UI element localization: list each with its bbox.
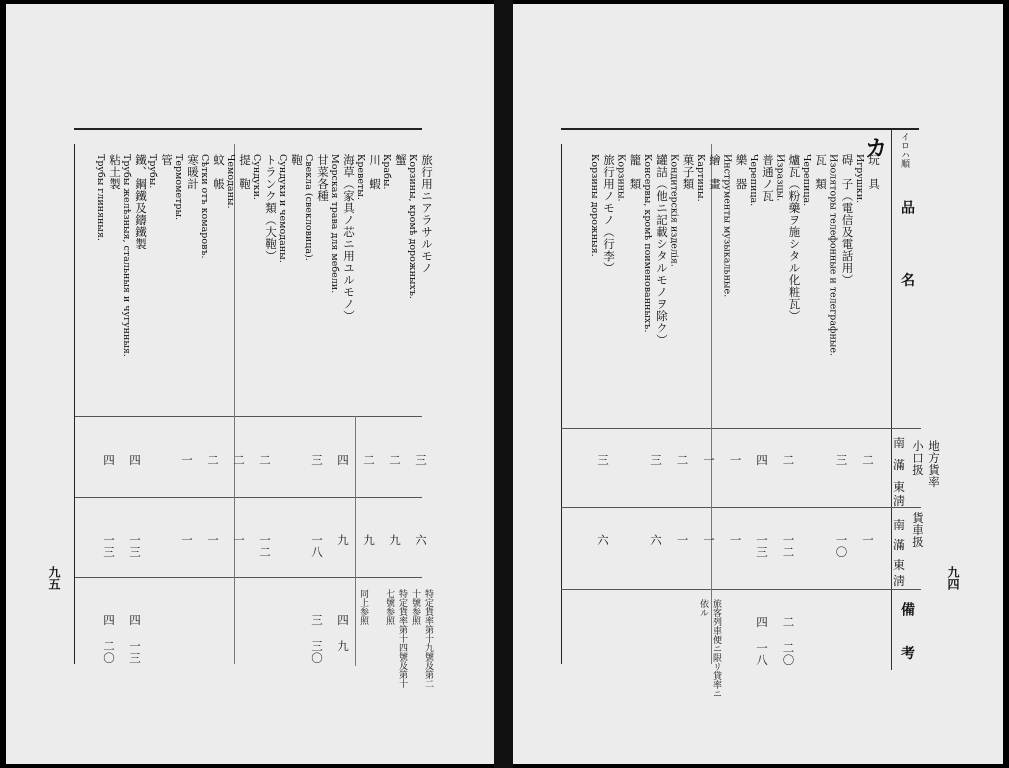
rate-cell: 九: [388, 534, 402, 546]
row-item-name: 鞄: [290, 154, 304, 166]
rate-cell: 二: [232, 454, 246, 466]
rate-cell: 一: [728, 454, 743, 466]
header-qing-1: 淸: [893, 494, 906, 508]
rate-cell: 六: [414, 534, 428, 546]
row-item-name: 樂 器: [734, 154, 749, 190]
rate-cell: 四: [102, 614, 116, 626]
row-item-name: 玩 具: [867, 154, 881, 190]
rate-cell: 一: [702, 534, 716, 546]
header-car-lot: 貨車扱: [911, 512, 925, 548]
row-item-name: 菓子類: [681, 154, 696, 190]
rate-cell: 一: [702, 454, 716, 466]
rate-cell: 一: [728, 534, 743, 546]
rate-cell: 四: [755, 616, 769, 628]
row-item-name: 甘菜各種: [316, 154, 330, 202]
rate-cell: 三: [310, 454, 324, 466]
rate-cell: 二: [206, 454, 220, 466]
top-rule: [74, 128, 422, 130]
row-item-russian: Инструменты музыкальные.: [721, 154, 733, 298]
header-rates: 地方貨率: [927, 440, 941, 488]
row-item-russian: Консервы, кромѣ поименованныхъ.: [642, 154, 653, 333]
row-item-russian: Трубы.: [147, 154, 158, 189]
col-divider-3: [74, 577, 422, 578]
rate-cell: 三: [834, 454, 849, 466]
header-man-1: 滿: [893, 458, 906, 472]
kana-section-mark: カ: [865, 136, 888, 162]
row-item-russian: Кондитерскія изделія.: [668, 154, 680, 267]
note-divider: [355, 416, 356, 666]
row-note: 特定貨率第十四號及第十七號参照: [384, 589, 407, 688]
rate-cell: 四: [128, 454, 142, 466]
row-item-russian: Сундуки и чемоданы.: [277, 154, 288, 263]
rate-cell: 一三: [755, 534, 769, 558]
row-item-russian: Черепица.: [748, 154, 759, 207]
row-item-name: 寒暖計: [186, 154, 200, 190]
col-divider-1: [74, 416, 422, 417]
rate-cell: 二: [258, 454, 272, 466]
row-item-russian: Морская трава для мебели.: [329, 154, 340, 294]
row-item-name: 海草（家具ノ芯ニ用ユルモノ）: [342, 154, 356, 322]
row-item-russian: Корзины, кромѣ дорожныхъ.: [407, 154, 418, 299]
rate-cell: 四: [336, 454, 350, 466]
rate-cell: 二: [781, 454, 796, 466]
rate-cell: 一二: [258, 534, 272, 558]
row-item-name: 瓦 類: [814, 154, 828, 190]
book-gutter: [494, 0, 513, 768]
row-item-name: 提 鞄: [238, 154, 252, 190]
row-item-name: 旅行用ニアラサルモノ: [420, 154, 434, 274]
rate-cell: 二: [861, 454, 875, 466]
row-item-name: 蚊 帳: [212, 154, 226, 190]
row-item-russian: Сундуки.: [251, 154, 262, 200]
col-divider-2: [74, 497, 422, 498]
rate-cell: 二〇: [781, 642, 796, 666]
rate-cell: 一三: [102, 534, 116, 558]
rate-cell: 二: [388, 454, 402, 466]
rate-cell: 一: [180, 534, 194, 546]
col-divider-1: [561, 428, 921, 429]
row-divider: [234, 144, 235, 664]
header-man-2: 滿: [893, 538, 906, 552]
row-note: 特定貨率第十九號及第二十號参照: [410, 589, 433, 688]
col-divider-3: [561, 589, 921, 590]
header-item-name: 品 名: [899, 200, 915, 287]
rate-cell: 二: [781, 616, 796, 628]
rate-cell: 一八: [755, 642, 769, 666]
row-item-name: 繪 畫: [708, 154, 722, 190]
rate-cell: 九: [336, 534, 350, 546]
rate-cell: 一: [232, 534, 246, 546]
row-item-name: 碍 子（電信及電話用）: [840, 154, 855, 286]
rate-cell: 九: [336, 640, 350, 652]
rate-cell: 一八: [310, 534, 324, 558]
row-item-russian: Крабы.: [381, 154, 392, 190]
rate-cell: 三: [414, 454, 428, 466]
row-item-name: 鐵、鋼鐵及鑄鐵製: [134, 154, 148, 250]
header-nan-1: 南: [893, 436, 906, 450]
row-item-name: 籠 類: [628, 154, 643, 190]
rate-cell: 四: [755, 454, 769, 466]
top-rule: [561, 128, 919, 130]
row-item-name: 旅行用ノモノ（行李）: [602, 154, 616, 274]
table-edge: [561, 144, 562, 664]
rate-cell: 二〇: [102, 640, 116, 664]
row-item-name: 罐詰（他ニ記載シタルモノヲ除ク）: [655, 154, 669, 346]
row-item-russian: Изоляторы телефонные и телеграфные.: [827, 154, 839, 356]
header-east-2: 東: [893, 558, 906, 572]
row-item-russian: Трубы желѣзныя, стальныя и чугунныя.: [121, 154, 132, 357]
row-item-russian: Корзины дорожныя.: [589, 154, 600, 257]
left-page: [6, 4, 494, 764]
row-item-name: 爐瓦（粉藥ヲ施シタル化粧瓦）: [787, 154, 802, 322]
rate-cell: 一三: [128, 640, 142, 664]
row-item-russian: Изразцы.: [774, 154, 786, 202]
header-nan-2: 南: [893, 518, 906, 532]
header-remarks: 備 考: [899, 602, 915, 660]
rate-cell: 三: [596, 454, 610, 466]
rate-cell: 一三: [128, 534, 142, 558]
row-item-name: トランク類（大鞄）: [264, 154, 278, 262]
rate-cell: 三〇: [310, 640, 324, 664]
row-item-russian: Картины.: [695, 154, 706, 202]
row-note: 同上参照: [358, 589, 368, 625]
rate-cell: 四: [102, 454, 116, 466]
rate-cell: 一: [180, 454, 194, 466]
rate-cell: 三: [649, 454, 663, 466]
row-item-russian: Термометры.: [173, 154, 184, 221]
row-item-russian: Креветы.: [355, 154, 366, 200]
row-note: 旅客列車便ニ限リ貸率ニ依ル: [698, 599, 721, 698]
page-number: 九五: [47, 566, 61, 590]
row-item-name: 普通ノ瓦: [761, 154, 775, 202]
rate-cell: 一: [861, 534, 875, 546]
row-item-russian: Корзины.: [615, 154, 627, 202]
row-item-russian: Сѣтки отъ комаровъ.: [199, 154, 210, 259]
rate-cell: 三: [310, 614, 324, 626]
rate-cell: 四: [128, 614, 142, 626]
right-page: [513, 4, 1003, 764]
iroha-order-label: イロハ順: [899, 132, 909, 168]
page-number: 九四: [946, 566, 960, 590]
row-item-name: 粘土製: [108, 154, 122, 190]
row-item-russian: Свекла (свекловица).: [303, 154, 314, 261]
row-item-russian: Трубы глиняныя.: [95, 154, 106, 241]
row-item-russian: Игрушки.: [854, 154, 865, 204]
row-item-name: 川 蝦: [368, 154, 382, 190]
table-edge: [74, 144, 75, 664]
row-item-name: 蟹: [394, 154, 408, 166]
rate-cell: 六: [649, 534, 663, 546]
row-item-russian: Черепица.: [801, 154, 812, 207]
rate-cell: 二: [362, 454, 376, 466]
header-east-1: 東: [893, 480, 906, 494]
rate-cell: 二: [675, 454, 690, 466]
rate-cell: 六: [596, 534, 610, 546]
col-divider-2: [561, 507, 921, 508]
row-item-russian: Чемоданы.: [225, 154, 236, 209]
row-divider: [711, 144, 712, 664]
rate-cell: 九: [362, 534, 376, 546]
rate-cell: 一〇: [834, 534, 849, 558]
header-small-lot: 小口扱: [911, 440, 925, 476]
rate-cell: 一二: [781, 534, 796, 558]
header-qing-2: 淸: [893, 574, 906, 588]
rate-cell: 四: [336, 614, 350, 626]
rate-cell: 一: [206, 534, 220, 546]
rate-cell: 一: [675, 534, 690, 546]
row-item-name: 管: [160, 154, 174, 166]
